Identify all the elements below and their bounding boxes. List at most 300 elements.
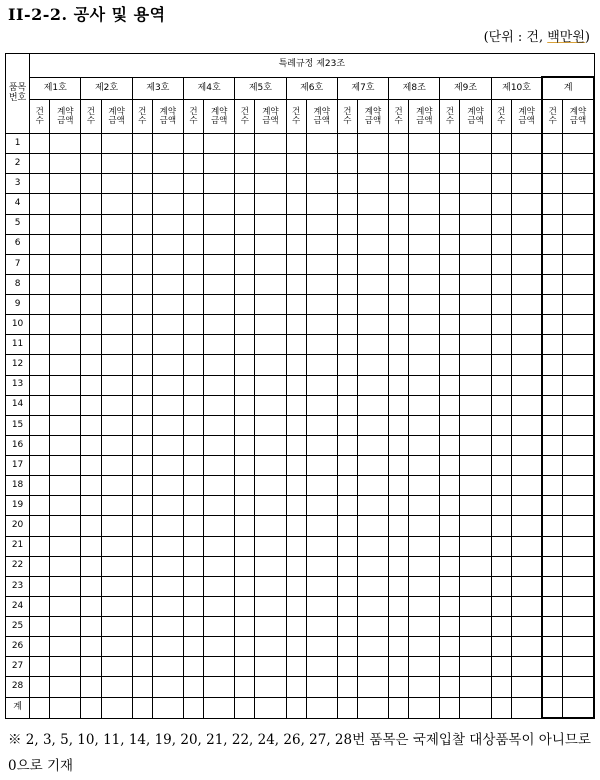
amount-cell[interactable]	[255, 355, 286, 375]
count-cell[interactable]	[542, 637, 562, 657]
count-cell[interactable]	[30, 657, 50, 677]
amount-cell[interactable]	[460, 395, 491, 415]
count-cell[interactable]	[389, 395, 409, 415]
amount-cell[interactable]	[563, 476, 594, 496]
count-cell[interactable]	[132, 415, 152, 435]
amount-cell[interactable]	[460, 375, 491, 395]
count-cell[interactable]	[491, 456, 511, 476]
amount-cell[interactable]	[409, 335, 440, 355]
count-cell[interactable]	[440, 134, 460, 154]
count-cell[interactable]	[183, 556, 203, 576]
count-cell[interactable]	[491, 536, 511, 556]
count-cell[interactable]	[235, 134, 255, 154]
amount-cell[interactable]	[152, 335, 183, 355]
count-cell[interactable]	[30, 234, 50, 254]
count-cell[interactable]	[235, 415, 255, 435]
amount-cell[interactable]	[101, 556, 132, 576]
amount-cell[interactable]	[50, 637, 81, 657]
count-cell[interactable]	[491, 435, 511, 455]
amount-cell[interactable]	[255, 254, 286, 274]
amount-cell[interactable]	[50, 476, 81, 496]
count-cell[interactable]	[235, 174, 255, 194]
count-cell[interactable]	[132, 254, 152, 274]
count-cell[interactable]	[337, 214, 357, 234]
count-cell[interactable]	[337, 335, 357, 355]
amount-cell[interactable]	[409, 456, 440, 476]
amount-cell[interactable]	[563, 456, 594, 476]
amount-cell[interactable]	[306, 617, 337, 637]
count-cell[interactable]	[30, 637, 50, 657]
amount-cell[interactable]	[101, 516, 132, 536]
count-cell[interactable]	[132, 456, 152, 476]
amount-cell[interactable]	[409, 516, 440, 536]
amount-cell[interactable]	[152, 637, 183, 657]
count-cell[interactable]	[286, 435, 306, 455]
amount-cell[interactable]	[101, 617, 132, 637]
amount-cell[interactable]	[306, 496, 337, 516]
amount-cell[interactable]	[101, 637, 132, 657]
amount-cell[interactable]	[409, 174, 440, 194]
count-cell[interactable]	[440, 395, 460, 415]
amount-cell[interactable]	[204, 496, 235, 516]
count-cell[interactable]	[183, 536, 203, 556]
count-cell[interactable]	[30, 576, 50, 596]
count-cell[interactable]	[183, 476, 203, 496]
amount-cell[interactable]	[255, 194, 286, 214]
count-cell[interactable]	[337, 456, 357, 476]
count-cell[interactable]	[30, 677, 50, 697]
amount-cell[interactable]	[306, 194, 337, 214]
amount-cell[interactable]	[204, 335, 235, 355]
amount-cell[interactable]	[409, 697, 440, 718]
amount-cell[interactable]	[511, 335, 542, 355]
amount-cell[interactable]	[101, 134, 132, 154]
amount-cell[interactable]	[511, 435, 542, 455]
count-cell[interactable]	[542, 556, 562, 576]
amount-cell[interactable]	[357, 456, 388, 476]
amount-cell[interactable]	[563, 536, 594, 556]
count-cell[interactable]	[440, 596, 460, 616]
count-cell[interactable]	[337, 375, 357, 395]
amount-cell[interactable]	[460, 516, 491, 536]
amount-cell[interactable]	[306, 134, 337, 154]
count-cell[interactable]	[183, 315, 203, 335]
amount-cell[interactable]	[409, 596, 440, 616]
amount-cell[interactable]	[357, 536, 388, 556]
amount-cell[interactable]	[255, 617, 286, 637]
count-cell[interactable]	[542, 395, 562, 415]
count-cell[interactable]	[542, 174, 562, 194]
count-cell[interactable]	[491, 234, 511, 254]
count-cell[interactable]	[389, 214, 409, 234]
amount-cell[interactable]	[101, 234, 132, 254]
amount-cell[interactable]	[306, 697, 337, 718]
count-cell[interactable]	[183, 375, 203, 395]
amount-cell[interactable]	[460, 435, 491, 455]
count-cell[interactable]	[132, 516, 152, 536]
count-cell[interactable]	[491, 194, 511, 214]
count-cell[interactable]	[440, 174, 460, 194]
count-cell[interactable]	[440, 677, 460, 697]
amount-cell[interactable]	[511, 677, 542, 697]
amount-cell[interactable]	[204, 637, 235, 657]
amount-cell[interactable]	[152, 435, 183, 455]
count-cell[interactable]	[30, 295, 50, 315]
amount-cell[interactable]	[357, 274, 388, 294]
amount-cell[interactable]	[563, 274, 594, 294]
count-cell[interactable]	[389, 355, 409, 375]
amount-cell[interactable]	[511, 154, 542, 174]
count-cell[interactable]	[132, 234, 152, 254]
amount-cell[interactable]	[50, 355, 81, 375]
amount-cell[interactable]	[101, 295, 132, 315]
count-cell[interactable]	[542, 134, 562, 154]
amount-cell[interactable]	[255, 335, 286, 355]
count-cell[interactable]	[286, 476, 306, 496]
amount-cell[interactable]	[50, 536, 81, 556]
count-cell[interactable]	[81, 234, 101, 254]
amount-cell[interactable]	[460, 476, 491, 496]
count-cell[interactable]	[542, 214, 562, 234]
count-cell[interactable]	[337, 254, 357, 274]
count-cell[interactable]	[389, 556, 409, 576]
count-cell[interactable]	[286, 194, 306, 214]
amount-cell[interactable]	[306, 274, 337, 294]
amount-cell[interactable]	[563, 295, 594, 315]
count-cell[interactable]	[337, 415, 357, 435]
count-cell[interactable]	[132, 617, 152, 637]
count-cell[interactable]	[337, 536, 357, 556]
amount-cell[interactable]	[460, 274, 491, 294]
amount-cell[interactable]	[306, 536, 337, 556]
count-cell[interactable]	[337, 657, 357, 677]
amount-cell[interactable]	[204, 677, 235, 697]
amount-cell[interactable]	[511, 395, 542, 415]
amount-cell[interactable]	[511, 496, 542, 516]
amount-cell[interactable]	[306, 214, 337, 234]
amount-cell[interactable]	[204, 435, 235, 455]
amount-cell[interactable]	[204, 536, 235, 556]
amount-cell[interactable]	[511, 415, 542, 435]
amount-cell[interactable]	[511, 697, 542, 718]
amount-cell[interactable]	[306, 476, 337, 496]
count-cell[interactable]	[440, 637, 460, 657]
amount-cell[interactable]	[409, 315, 440, 335]
count-cell[interactable]	[389, 576, 409, 596]
count-cell[interactable]	[491, 375, 511, 395]
amount-cell[interactable]	[460, 596, 491, 616]
count-cell[interactable]	[286, 395, 306, 415]
count-cell[interactable]	[132, 556, 152, 576]
count-cell[interactable]	[491, 174, 511, 194]
count-cell[interactable]	[81, 435, 101, 455]
count-cell[interactable]	[81, 456, 101, 476]
count-cell[interactable]	[132, 375, 152, 395]
count-cell[interactable]	[542, 536, 562, 556]
count-cell[interactable]	[235, 596, 255, 616]
count-cell[interactable]	[389, 254, 409, 274]
count-cell[interactable]	[542, 496, 562, 516]
count-cell[interactable]	[542, 234, 562, 254]
amount-cell[interactable]	[101, 576, 132, 596]
count-cell[interactable]	[286, 536, 306, 556]
count-cell[interactable]	[81, 295, 101, 315]
count-cell[interactable]	[491, 355, 511, 375]
amount-cell[interactable]	[204, 556, 235, 576]
count-cell[interactable]	[132, 335, 152, 355]
count-cell[interactable]	[286, 214, 306, 234]
amount-cell[interactable]	[563, 254, 594, 274]
count-cell[interactable]	[235, 375, 255, 395]
amount-cell[interactable]	[204, 456, 235, 476]
amount-cell[interactable]	[306, 596, 337, 616]
count-cell[interactable]	[542, 456, 562, 476]
count-cell[interactable]	[542, 274, 562, 294]
amount-cell[interactable]	[255, 315, 286, 335]
amount-cell[interactable]	[357, 556, 388, 576]
count-cell[interactable]	[183, 154, 203, 174]
amount-cell[interactable]	[50, 174, 81, 194]
amount-cell[interactable]	[357, 677, 388, 697]
amount-cell[interactable]	[255, 435, 286, 455]
amount-cell[interactable]	[152, 254, 183, 274]
count-cell[interactable]	[389, 496, 409, 516]
amount-cell[interactable]	[152, 315, 183, 335]
count-cell[interactable]	[183, 214, 203, 234]
amount-cell[interactable]	[306, 516, 337, 536]
count-cell[interactable]	[440, 435, 460, 455]
amount-cell[interactable]	[204, 576, 235, 596]
count-cell[interactable]	[81, 596, 101, 616]
amount-cell[interactable]	[409, 355, 440, 375]
amount-cell[interactable]	[511, 596, 542, 616]
count-cell[interactable]	[542, 576, 562, 596]
amount-cell[interactable]	[409, 395, 440, 415]
count-cell[interactable]	[389, 315, 409, 335]
amount-cell[interactable]	[255, 576, 286, 596]
count-cell[interactable]	[440, 234, 460, 254]
amount-cell[interactable]	[50, 274, 81, 294]
amount-cell[interactable]	[50, 214, 81, 234]
count-cell[interactable]	[132, 274, 152, 294]
count-cell[interactable]	[235, 677, 255, 697]
count-cell[interactable]	[81, 476, 101, 496]
count-cell[interactable]	[542, 435, 562, 455]
amount-cell[interactable]	[409, 154, 440, 174]
amount-cell[interactable]	[563, 395, 594, 415]
count-cell[interactable]	[286, 254, 306, 274]
amount-cell[interactable]	[50, 234, 81, 254]
count-cell[interactable]	[235, 456, 255, 476]
amount-cell[interactable]	[50, 375, 81, 395]
amount-cell[interactable]	[357, 435, 388, 455]
count-cell[interactable]	[81, 677, 101, 697]
amount-cell[interactable]	[204, 134, 235, 154]
count-cell[interactable]	[337, 496, 357, 516]
count-cell[interactable]	[542, 295, 562, 315]
amount-cell[interactable]	[563, 516, 594, 536]
amount-cell[interactable]	[204, 355, 235, 375]
count-cell[interactable]	[132, 395, 152, 415]
count-cell[interactable]	[491, 576, 511, 596]
count-cell[interactable]	[132, 476, 152, 496]
amount-cell[interactable]	[204, 476, 235, 496]
count-cell[interactable]	[81, 214, 101, 234]
amount-cell[interactable]	[563, 697, 594, 718]
count-cell[interactable]	[132, 496, 152, 516]
amount-cell[interactable]	[357, 637, 388, 657]
amount-cell[interactable]	[460, 234, 491, 254]
count-cell[interactable]	[132, 677, 152, 697]
count-cell[interactable]	[542, 254, 562, 274]
amount-cell[interactable]	[409, 194, 440, 214]
amount-cell[interactable]	[152, 677, 183, 697]
amount-cell[interactable]	[563, 335, 594, 355]
amount-cell[interactable]	[204, 596, 235, 616]
count-cell[interactable]	[491, 657, 511, 677]
amount-cell[interactable]	[50, 496, 81, 516]
amount-cell[interactable]	[409, 657, 440, 677]
amount-cell[interactable]	[357, 295, 388, 315]
count-cell[interactable]	[440, 536, 460, 556]
count-cell[interactable]	[81, 395, 101, 415]
amount-cell[interactable]	[357, 214, 388, 234]
amount-cell[interactable]	[563, 617, 594, 637]
amount-cell[interactable]	[152, 395, 183, 415]
count-cell[interactable]	[132, 194, 152, 214]
amount-cell[interactable]	[306, 677, 337, 697]
amount-cell[interactable]	[409, 214, 440, 234]
count-cell[interactable]	[286, 355, 306, 375]
amount-cell[interactable]	[306, 295, 337, 315]
amount-cell[interactable]	[255, 596, 286, 616]
count-cell[interactable]	[491, 315, 511, 335]
count-cell[interactable]	[337, 134, 357, 154]
count-cell[interactable]	[132, 355, 152, 375]
count-cell[interactable]	[132, 134, 152, 154]
amount-cell[interactable]	[409, 274, 440, 294]
count-cell[interactable]	[81, 355, 101, 375]
count-cell[interactable]	[440, 516, 460, 536]
count-cell[interactable]	[81, 194, 101, 214]
amount-cell[interactable]	[50, 335, 81, 355]
count-cell[interactable]	[337, 677, 357, 697]
count-cell[interactable]	[542, 657, 562, 677]
amount-cell[interactable]	[460, 617, 491, 637]
count-cell[interactable]	[389, 516, 409, 536]
count-cell[interactable]	[337, 556, 357, 576]
amount-cell[interactable]	[204, 315, 235, 335]
amount-cell[interactable]	[357, 395, 388, 415]
count-cell[interactable]	[286, 335, 306, 355]
count-cell[interactable]	[30, 435, 50, 455]
count-cell[interactable]	[183, 617, 203, 637]
count-cell[interactable]	[286, 576, 306, 596]
count-cell[interactable]	[440, 576, 460, 596]
count-cell[interactable]	[235, 657, 255, 677]
count-cell[interactable]	[389, 657, 409, 677]
count-cell[interactable]	[132, 657, 152, 677]
amount-cell[interactable]	[357, 134, 388, 154]
count-cell[interactable]	[491, 516, 511, 536]
amount-cell[interactable]	[460, 254, 491, 274]
amount-cell[interactable]	[409, 556, 440, 576]
count-cell[interactable]	[183, 234, 203, 254]
amount-cell[interactable]	[50, 677, 81, 697]
amount-cell[interactable]	[255, 677, 286, 697]
amount-cell[interactable]	[563, 174, 594, 194]
amount-cell[interactable]	[101, 355, 132, 375]
count-cell[interactable]	[542, 415, 562, 435]
count-cell[interactable]	[542, 697, 562, 718]
count-cell[interactable]	[132, 596, 152, 616]
amount-cell[interactable]	[255, 214, 286, 234]
count-cell[interactable]	[491, 415, 511, 435]
count-cell[interactable]	[286, 637, 306, 657]
amount-cell[interactable]	[357, 596, 388, 616]
count-cell[interactable]	[81, 335, 101, 355]
amount-cell[interactable]	[101, 254, 132, 274]
amount-cell[interactable]	[255, 637, 286, 657]
count-cell[interactable]	[440, 295, 460, 315]
amount-cell[interactable]	[460, 415, 491, 435]
amount-cell[interactable]	[409, 415, 440, 435]
amount-cell[interactable]	[152, 355, 183, 375]
amount-cell[interactable]	[511, 174, 542, 194]
amount-cell[interactable]	[409, 254, 440, 274]
amount-cell[interactable]	[306, 456, 337, 476]
amount-cell[interactable]	[204, 395, 235, 415]
amount-cell[interactable]	[204, 214, 235, 234]
amount-cell[interactable]	[357, 415, 388, 435]
amount-cell[interactable]	[50, 576, 81, 596]
count-cell[interactable]	[235, 435, 255, 455]
amount-cell[interactable]	[511, 576, 542, 596]
amount-cell[interactable]	[255, 415, 286, 435]
count-cell[interactable]	[235, 335, 255, 355]
amount-cell[interactable]	[306, 375, 337, 395]
amount-cell[interactable]	[152, 214, 183, 234]
amount-cell[interactable]	[357, 194, 388, 214]
count-cell[interactable]	[132, 576, 152, 596]
count-cell[interactable]	[132, 295, 152, 315]
count-cell[interactable]	[286, 596, 306, 616]
amount-cell[interactable]	[563, 315, 594, 335]
amount-cell[interactable]	[101, 476, 132, 496]
amount-cell[interactable]	[563, 556, 594, 576]
count-cell[interactable]	[542, 516, 562, 536]
count-cell[interactable]	[183, 576, 203, 596]
count-cell[interactable]	[286, 617, 306, 637]
count-cell[interactable]	[440, 335, 460, 355]
amount-cell[interactable]	[511, 274, 542, 294]
amount-cell[interactable]	[152, 274, 183, 294]
amount-cell[interactable]	[152, 154, 183, 174]
amount-cell[interactable]	[101, 657, 132, 677]
count-cell[interactable]	[30, 174, 50, 194]
amount-cell[interactable]	[460, 576, 491, 596]
count-cell[interactable]	[30, 556, 50, 576]
count-cell[interactable]	[389, 697, 409, 718]
amount-cell[interactable]	[204, 174, 235, 194]
count-cell[interactable]	[542, 677, 562, 697]
amount-cell[interactable]	[563, 576, 594, 596]
count-cell[interactable]	[337, 274, 357, 294]
amount-cell[interactable]	[152, 657, 183, 677]
count-cell[interactable]	[542, 355, 562, 375]
count-cell[interactable]	[337, 295, 357, 315]
count-cell[interactable]	[183, 637, 203, 657]
